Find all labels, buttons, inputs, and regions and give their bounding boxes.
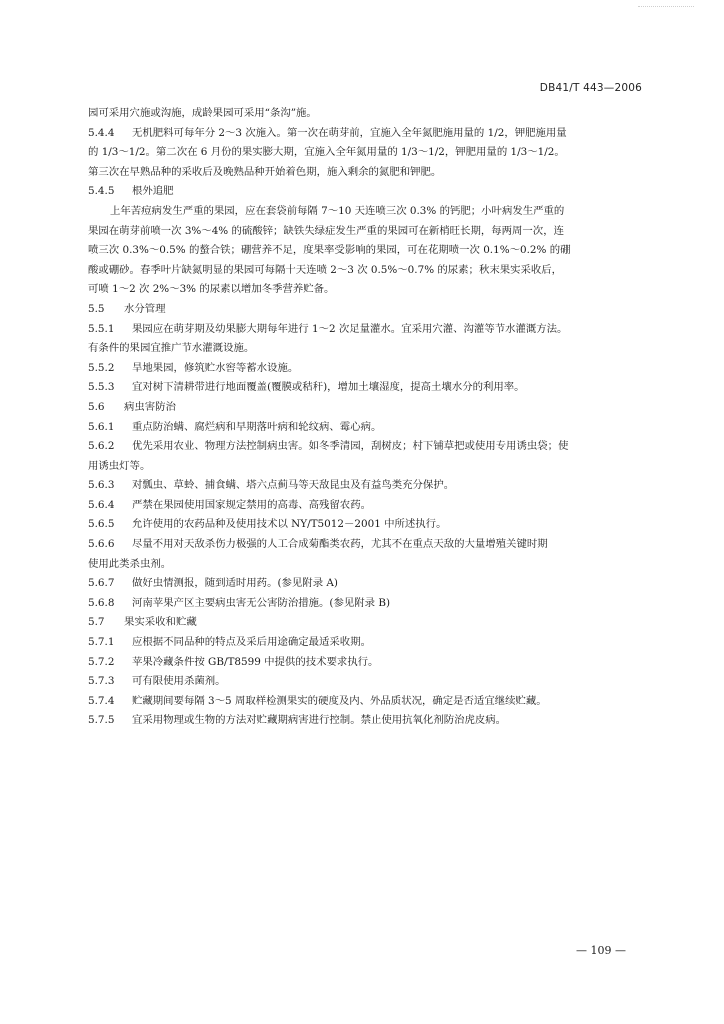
- text-line: [88, 672, 644, 692]
- clause-number: 5.6.4: [88, 498, 115, 511]
- text-line: [88, 124, 644, 144]
- line-text: 可有限使用杀菌剂。: [132, 675, 226, 688]
- line-text: 可喷 1～2 次 2%～3% 的尿素以增加冬季营养贮备。: [88, 283, 335, 296]
- clause-number: 5.6.8: [88, 596, 115, 609]
- clause-number: 5.5: [88, 302, 105, 315]
- clause-number: 5.7.2: [88, 655, 115, 668]
- text-line: [88, 320, 644, 340]
- text-line: [88, 202, 644, 222]
- line-text: 无机肥料可每年分 2～3 次施入。第一次在萌芽前，宜施入全年氮肥施用量的 1/2，钾肥施用量: [132, 126, 567, 139]
- text-line: [88, 457, 644, 477]
- text-line: [88, 163, 644, 183]
- line-text: 严禁在果园使用国家规定禁用的高毒、高残留农药。: [132, 498, 371, 511]
- line-text: 做好虫情测报，随到适时用药。(参见附录 A): [132, 577, 338, 590]
- text-line: [88, 398, 644, 418]
- line-text: 果园在萌芽前喷一次 3%～4% 的硫酸锌；缺铁失绿症发生严重的果园可在新梢旺长期，每两周一次，连: [88, 224, 564, 237]
- text-line: [88, 555, 644, 575]
- line-text: 对瓢虫、草蛉、捕食螨、塔六点蓟马等天敌昆虫及有益鸟类充分保护。: [132, 479, 455, 492]
- clause-number: 5.5.2: [88, 361, 115, 374]
- line-text: 河南苹果产区主要病虫害无公害防治措施。(参见附录 B): [132, 596, 391, 609]
- clause-number: 5.7.4: [88, 694, 115, 707]
- line-text: 上年苦痘病发生严重的果园，应在套袋前每隔 7～10 天连喷三次 0.3% 的钙肥；小叶病发生严重的: [110, 204, 565, 217]
- line-text: 允许使用的农药品种及使用技术以 NY/T5012－2001 中所述执行。: [132, 518, 447, 531]
- clause-number: 5.5.1: [88, 322, 115, 335]
- text-line: [88, 300, 644, 320]
- line-text: 第三次在早熟品种的采收后及晚熟品种开始着色期，施入剩余的氮肥和钾肥。: [88, 165, 442, 178]
- standard-number: DB41/T 443—2006: [539, 82, 642, 94]
- clause-number: 5.6.6: [88, 538, 115, 551]
- clause-number: 5.6.1: [88, 420, 115, 433]
- clause-number: 5.5.3: [88, 381, 115, 394]
- text-line: [88, 594, 644, 614]
- text-line: [88, 418, 644, 438]
- text-line: [88, 692, 644, 712]
- text-line: [88, 359, 644, 379]
- text-line: [88, 261, 644, 281]
- line-text: 优先采用农业、物理方法控制病虫害。如冬季清园，刮树皮；村下铺草把或使用专用诱虫袋；使: [132, 440, 569, 453]
- scan-artifact: [638, 6, 694, 13]
- clause-number: 5.7.1: [88, 636, 115, 649]
- line-text: 果园应在萌芽期及幼果膨大期每年进行 1～2 次足量灌水。宜采用穴灌、沟灌等节水灌溉方法。: [132, 322, 568, 335]
- clause-number: 5.4.5: [88, 185, 115, 198]
- line-text: 的 1/3～1/2。第二次在 6 月份的果实膨大期，宜施入全年氮用量的 1/3～1/2，钾肥用量的 1/3～1/2。: [88, 146, 565, 159]
- line-text: 使用此类杀虫剂。: [88, 557, 172, 570]
- text-line: [88, 339, 644, 359]
- line-text: 水分管理: [124, 302, 166, 315]
- line-text: 宜对树下清耕带进行地面覆盖(覆膜或秸秆)，增加土壤湿度，提高土壤水分的利用率。: [132, 381, 525, 394]
- text-line: [88, 143, 644, 163]
- clause-number: 5.6.3: [88, 479, 115, 492]
- text-line: [88, 633, 644, 653]
- line-text: 喷三次 0.3%～0.5% 的螯合铁；硼营养不足，度果率受影响的果园，可在花期喷一次 0.1%～0.2% 的硼: [88, 244, 571, 257]
- clause-number: 5.7: [88, 616, 105, 629]
- line-text: 园可采用穴施或沟施，成龄果园可采用“条沟”施。: [88, 107, 317, 119]
- text-line: [88, 437, 644, 457]
- text-line: [88, 515, 644, 535]
- text-line: [88, 241, 644, 261]
- line-text: 贮藏期间要每隔 3～5 周取样检测果实的硬度及内、外品质状况，确定是否适宜继续贮藏。: [132, 694, 547, 707]
- text-line: [88, 222, 644, 242]
- text-line: [88, 280, 644, 300]
- clause-number: 5.6.5: [88, 518, 115, 531]
- line-text: 病虫害防治: [124, 400, 176, 413]
- body-text: [88, 104, 644, 731]
- text-line: [88, 613, 644, 633]
- text-line: [88, 104, 644, 124]
- text-line: [88, 574, 644, 594]
- text-line: [88, 711, 644, 731]
- line-text: 尽量不用对天敌杀伤力极强的人工合成菊酯类农药，尤其不在重点天敌的大量增殖关键时期: [132, 538, 548, 551]
- clause-number: 5.7.3: [88, 675, 115, 688]
- line-text: 应根据不同品种的特点及采后用途确定最适采收期。: [132, 636, 371, 649]
- text-line: [88, 476, 644, 496]
- line-text: 果实采收和贮藏: [124, 616, 197, 629]
- text-line: [88, 496, 644, 516]
- line-text: 用诱虫灯等。: [88, 459, 151, 472]
- page-number: — 109 —: [576, 944, 626, 957]
- line-text: 有条件的果园宜推广节水灌溉设施。: [88, 342, 255, 355]
- line-text: 重点防治螨、腐烂病和早期落叶病和轮纹病、霉心病。: [132, 420, 382, 433]
- line-text: 宜采用物理或生物的方法对贮藏期病害进行控制。禁止使用抗氧化剂防治虎皮病。: [132, 714, 507, 727]
- line-text: 酸或硼砂。春季叶片缺氮明显的果园可每隔十天连喷 2～3 次 0.5%～0.7% 的尿素；秋末果实采收后，: [88, 263, 563, 276]
- clause-number: 5.7.5: [88, 714, 115, 727]
- text-line: [88, 378, 644, 398]
- clause-number: 5.6: [88, 400, 105, 413]
- text-line: [88, 182, 644, 202]
- line-text: 苹果冷藏条件按 GB/T8599 中提供的技术要求执行。: [132, 655, 379, 668]
- line-text: 根外追肥: [132, 185, 174, 198]
- line-text: 旱地果园，修筑贮水窖等蓄水设施。: [132, 361, 299, 374]
- text-line: [88, 653, 644, 673]
- text-line: [88, 535, 644, 555]
- clause-number: 5.4.4: [88, 126, 115, 139]
- clause-number: 5.6.7: [88, 577, 115, 590]
- clause-number: 5.6.2: [88, 440, 115, 453]
